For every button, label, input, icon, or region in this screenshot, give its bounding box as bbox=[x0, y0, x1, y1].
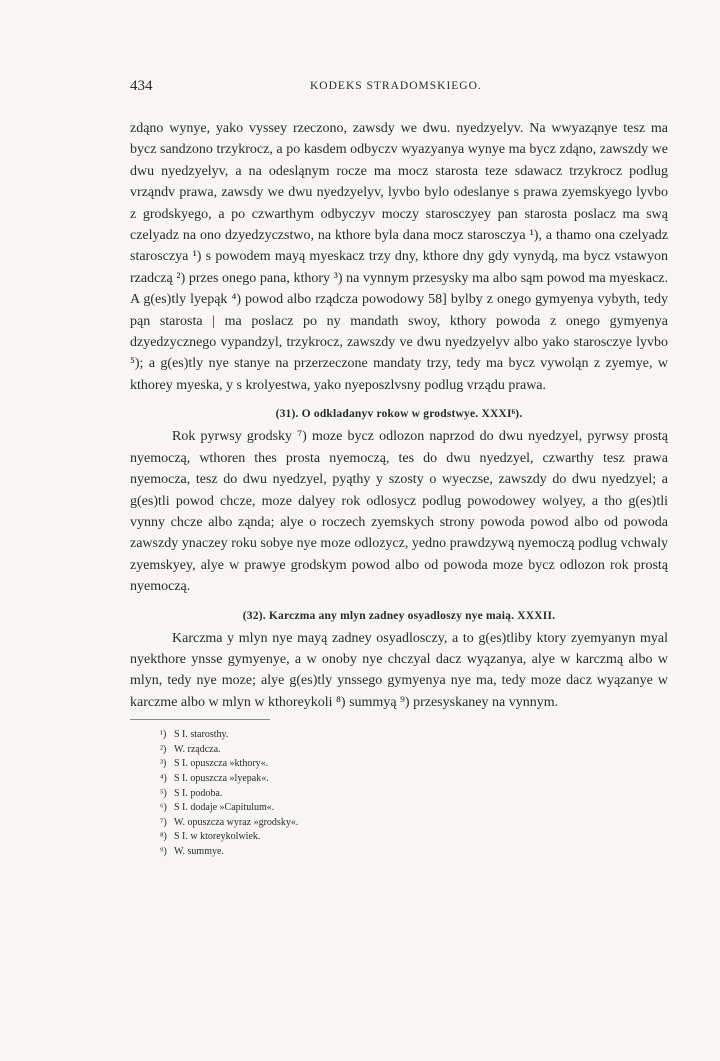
paragraph-2: Rok pyrwsy grodsky ⁷) moze bycz odlozon naprzod do dwu nyedzyel, pyrwsy prostą nyemoczą, wthoren thes prosta nyemoczą, tes do dwu nyedzyel, czwarthy tesz prawa nyemocza, tesz do dwu nyedzyel, pyąthy y szosty o wyeczse, zawszdy do dwu nyedzyel; a g(es)tli powod chcze, moze dalyey rok odlosycz podlug powodowey wolyey, a tho g(es)tli vynny chcze albo ząnda; alye o roczech zyemskych strony powoda powod albo od powoda zawszdy ynaczey roku sobye nye moze odlozycz, yedno prawdzywą nyemoczą podlug vchwaly zyemskyey, alye w prawye grodskym powod albo od powoda moze bycz odlozon rok prostą nyemoczą. bbox=[130, 429, 668, 595]
footnote-5: ⁵) S I. podoba. bbox=[160, 787, 223, 799]
body-text bbox=[130, 118, 668, 713]
paragraph-3: Karczma y mlyn nye mayą zadney osyadlosczy, a to g(es)tliby ktory zyemyanyn myal nyekthore ynsse gymyenye, a w onoby nye chczyal dacz wyązanya, alye w karczmą albo w mlyn, tedy nye moze; alye g(es)tly ynssego gymyenya nye ma, tedy moze dacz wyązanye w karczme albo w mlyn w kthoreykoli ⁸) summyą ⁹) przesyskaney na vynnym. bbox=[130, 630, 668, 710]
paragraph-1: zdąno wynye, yako vyssey rzeczono, zawsdy we dwu. nyedzyelyv. Na wwyaząnye tesz ma bycz sandzono trzykrocz, a po kasdem odbyczv wyazyanya wynye ma bycz zdąno, zawszdy we dwu nyedzyelyv, a na odesląnym rocze ma mocz starosta teze sdawacz trzykrocz podlug vrząndv prawa, zawsdy we dwu nyedzyelyv, lyvbo bylo odeslanye s prawa zyemskyego lyvbo z grodskyego, a po czwarthym odbyczyv moczy starosczyey pan starosta poslacz ma swą czelyadz na ono dzyedzyczstwo, na kthore byla dana mocz starosczya ¹), a thamo ona czelyadz starosczya ¹) s powodem mayą myeskacz trzy dny, kthore dny gdy vynydą, ma bycz vstawyon rzadczą ²) przes onego pana, kthory ³) na vynnym przesysky ma albo sąm powod ma myeskacz. A g(es)tly lyepąk ⁴) powod albo rządcza powodowy 58] bylby z onego gymyenya vybyth, tedy pąn starosta | ma poslacz po ny mandath swoy, kthory powoda z onego gymyenya dzyedzycznego vypandzyl, trzykrocz, zawszdy ve dwu nyedzyelyv albo yako starosczye lyvbo ⁵); a g(es)tly nye stanye na przerzeczone mandaty trzy, tedy ma bycz vywoląn z zyemye, w kthorey myeska, y s krolyestwa, yako nyeposzlvsny podlug vrządu prawa. bbox=[130, 121, 668, 393]
footnote-9: ⁹) W. summye. bbox=[160, 845, 224, 857]
footnote-1: ¹) S I. starosthy. bbox=[160, 729, 229, 741]
footnote-6: ⁶) S I. dodaje »Capitulum«. bbox=[160, 802, 275, 814]
page-number: 434 bbox=[130, 78, 153, 94]
section-heading-31 bbox=[130, 408, 668, 420]
footnote-7: ⁷) W. opuszcza wyraz »grodsky«. bbox=[160, 816, 299, 828]
heading-31-note: ⁶). bbox=[511, 408, 523, 421]
heading-31-text: (31). O odkladanyv rokow w grodstwye. XXXI bbox=[275, 408, 512, 421]
footnote-3: ³) S I. opuszcza »kthory«. bbox=[160, 758, 269, 770]
section-heading-32 bbox=[130, 610, 668, 622]
footnote-4: ⁴) S I. opuszcza »lyepak«. bbox=[160, 772, 269, 784]
footnotes bbox=[160, 728, 668, 859]
footnote-2: ²) W. rządcza. bbox=[160, 743, 221, 755]
heading-32-text: (32). Karczma any mlyn zadney osyadloszy nye maią. XXXII. bbox=[242, 609, 556, 622]
document-page bbox=[130, 78, 668, 860]
page-header bbox=[130, 78, 668, 102]
running-title: KODEKS STRADOMSKIEGO. bbox=[310, 80, 482, 92]
footnote-divider bbox=[130, 719, 270, 720]
footnote-8: ⁸) S I. w ktoreykolwiek. bbox=[160, 831, 261, 843]
